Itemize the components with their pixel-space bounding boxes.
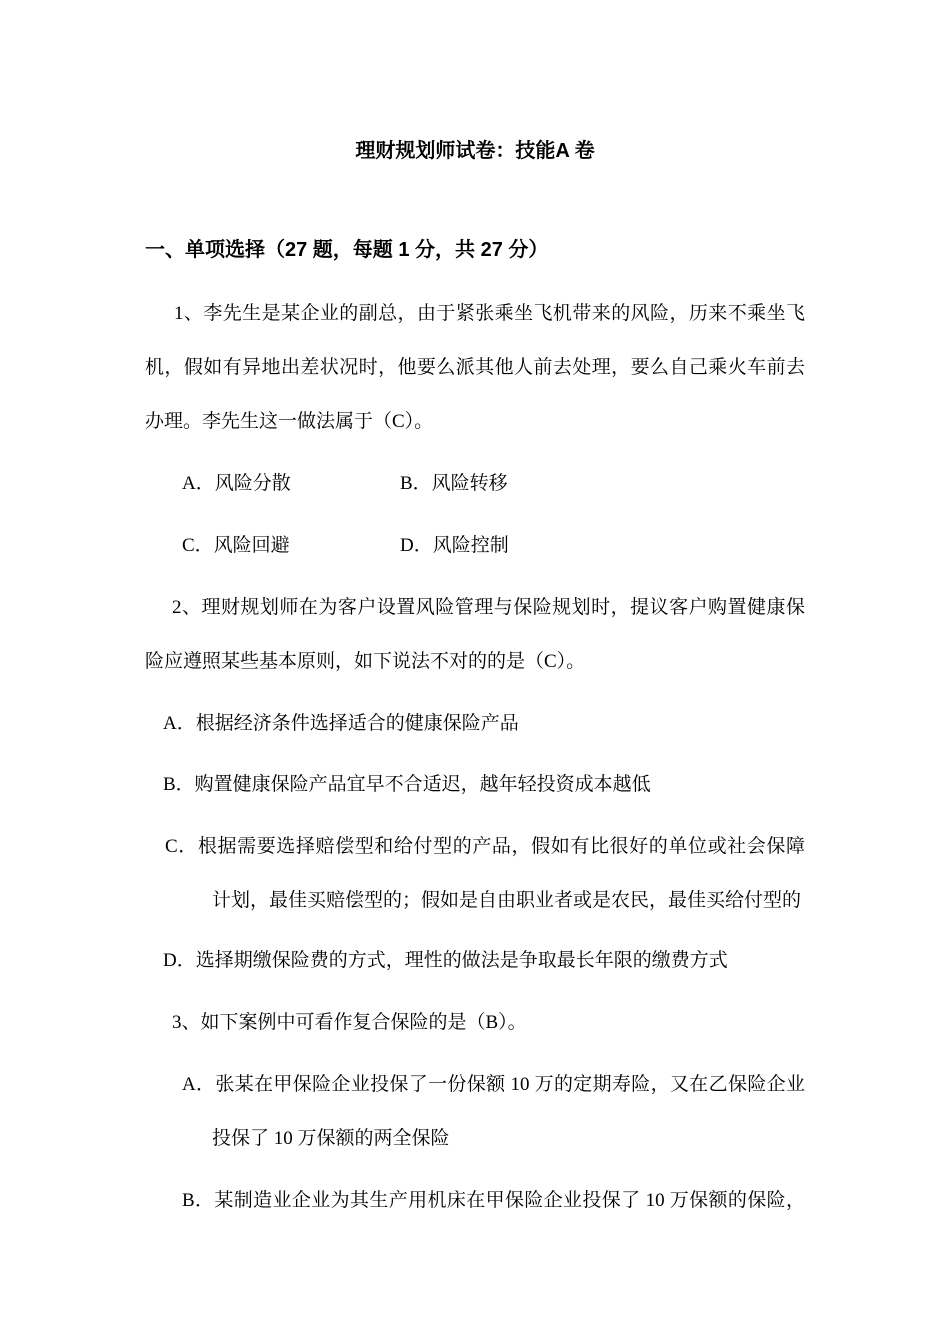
question-2-option-b: B．购置健康保险产品宜早不合适迟，越年轻投资成本越低	[163, 774, 651, 795]
question-3-stem: 3、如下案例中可看作复合保险的是（B）。	[172, 1012, 527, 1033]
question-1-option-d: D．风险控制	[400, 535, 509, 556]
question-3-option-a-line-2: 投保了 10 万保额的两全保险	[212, 1128, 450, 1149]
question-2-stem-line-2: 险应遵照某些基本原则，如下说法不对的的是（C）。	[145, 651, 586, 672]
question-1-option-c: C．风险回避	[182, 535, 290, 556]
question-2-stem-line-1: 2、理财规划师在为客户设置风险管理与保险规划时，提议客户购置健康保	[172, 597, 805, 618]
question-2-option-d: D．选择期缴保险费的方式，理性的做法是争取最长年限的缴费方式	[163, 950, 728, 971]
question-2-option-c-line-1: C．根据需要选择赔偿型和给付型的产品，假如有比很好的单位或社会保障	[165, 836, 805, 857]
question-1-option-a: A．风险分散	[182, 473, 291, 494]
question-2-option-a: A．根据经济条件选择适合的健康保险产品	[163, 713, 519, 734]
question-1-stem-line-1: 1、李先生是某企业的副总，由于紧张乘坐飞机带来的风险，历来不乘坐飞	[174, 303, 805, 324]
question-3-option-a-line-1: A．张某在甲保险企业投保了一份保额 10 万的定期寿险，又在乙保险企业	[182, 1074, 805, 1095]
question-1-option-b: B．风险转移	[400, 473, 508, 494]
section-heading: 一、单项选择（27 题，每题 1 分，共 27 分）	[145, 239, 549, 261]
question-3-option-b-line-1: B．某制造业企业为其生产用机床在甲保险企业投保了 10 万保额的保险，	[182, 1190, 805, 1211]
question-2-option-c-line-2: 计划，最佳买赔偿型的；假如是自由职业者或是农民，最佳买给付型的	[212, 890, 802, 911]
question-1-stem-line-3: 办理。李先生这一做法属于（C）。	[145, 411, 434, 432]
document-title: 理财规划师试卷：技能A 卷	[355, 140, 595, 162]
question-1-stem-line-2: 机，假如有异地出差状况时，他要么派其他人前去处理，要么自己乘火车前去	[145, 357, 805, 378]
